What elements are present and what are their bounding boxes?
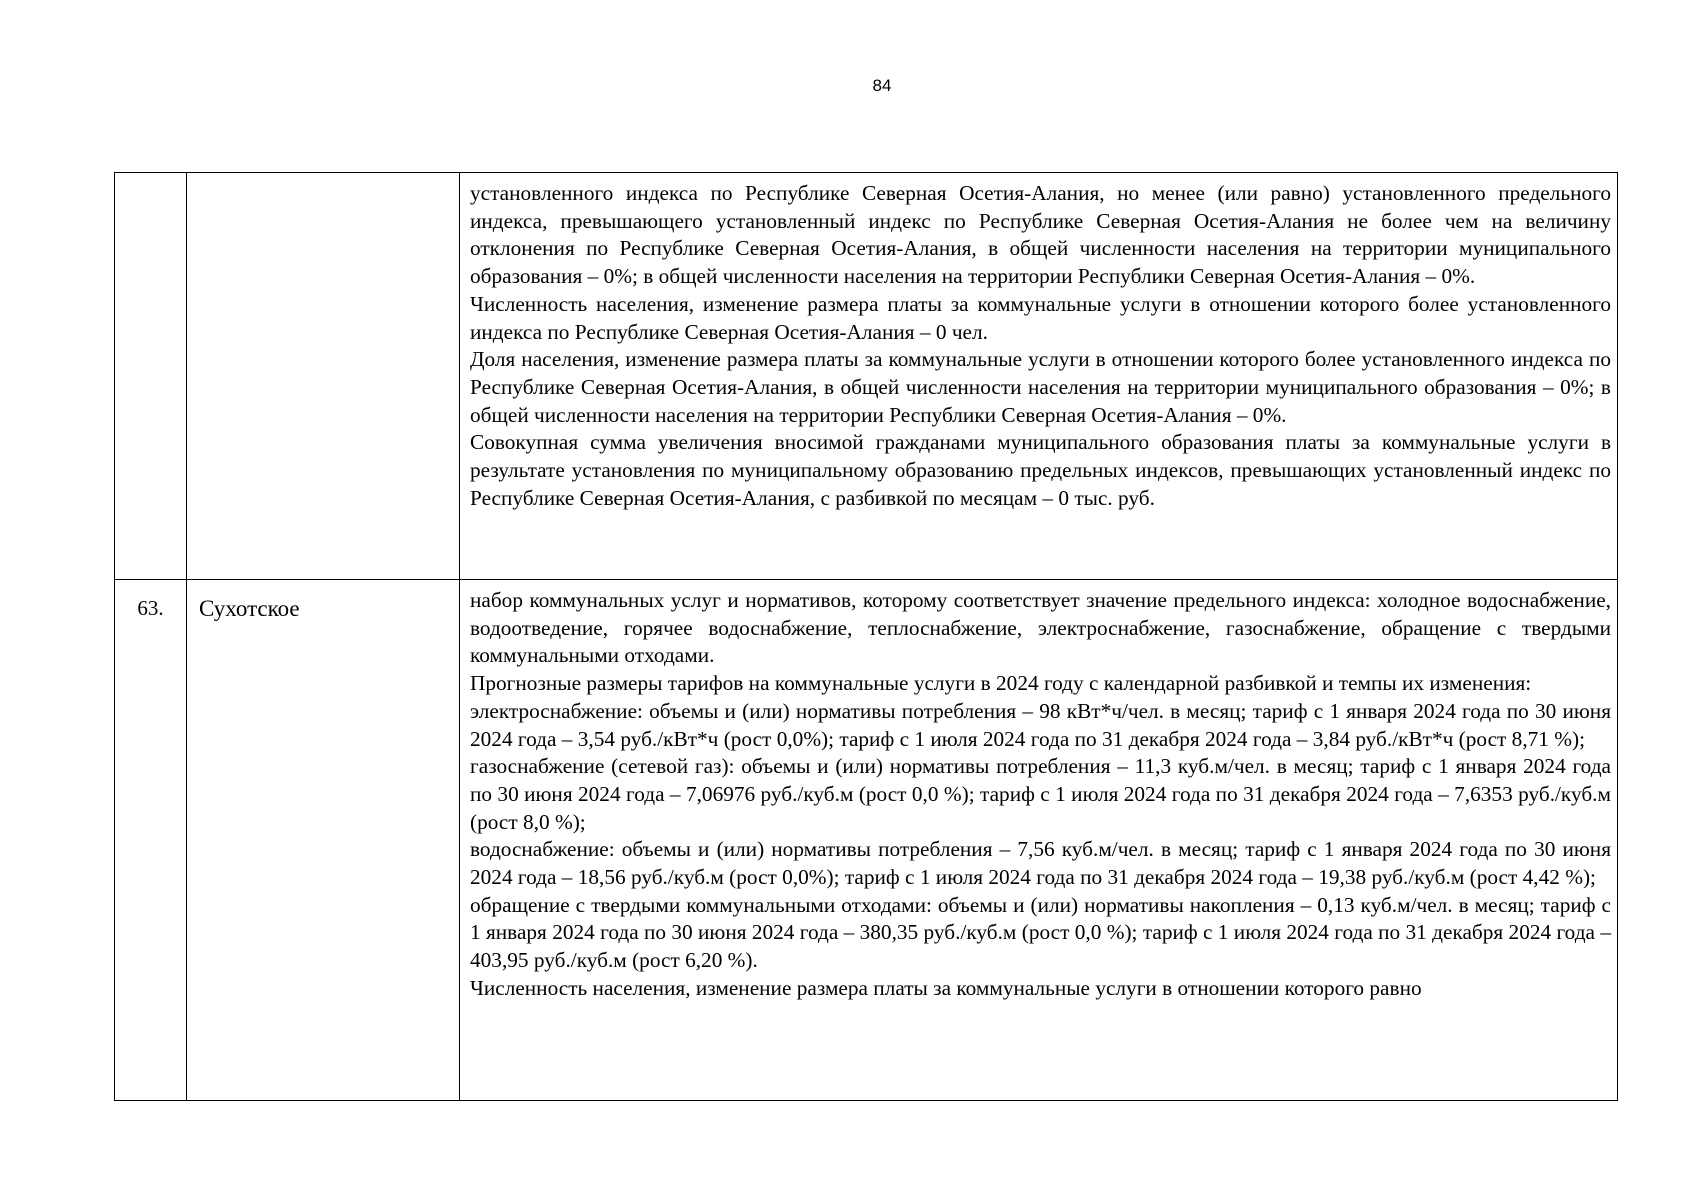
description-cell [460,580,1618,1101]
table-row [115,173,1618,580]
paragraph: электроснабжение: объемы и (или) нормативы потребления – 98 кВт*ч/чел. в месяц; тариф с 1 января 2024 года по 30 июня 2024 года – 3,54 руб./кВт*ч (рост 0,0%); тариф с 1 июля 2024 года по 31 декабря 2024 года – 3,84 руб./кВт*ч (рост 8,71 %); [470,698,1611,751]
paragraph: установленного индекса по Республике Северная Осетия-Алания, но менее (или равно) установленного предельного индекса, превышающего установленный индекс по Республике Северная Осетия-Алания не более чем на величину отклонения по Республике Северная Осетия-Алания, в общей численности населения на территории муниципального образования – 0%; в общей численности населения на территории Республики Северная Осетия-Алания – 0%. [470,181,1611,289]
paragraph: водоснабжение: объемы и (или) нормативы потребления – 7,56 куб.м/чел. в месяц; тариф с 1 января 2024 года по 30 июня 2024 года – 18,56 руб./куб.м (рост 0,0%); тариф с 1 июля 2024 года по 31 декабря 2024 года – 19,38 руб./куб.м (рост 4,42 %); [470,837,1611,890]
page-number: 84 [872,76,892,95]
row-number: 63. [115,580,187,1101]
paragraph: набор коммунальных услуг и нормативов, которому соответствует значение предельного индекса: холодное водоснабжение, водоотведение, горячее водоснабжение, теплоснабжение, электроснабжение, газоснабжение, обращение с твердыми коммунальными отходами. [470,588,1611,668]
document-table [114,172,1618,1101]
description-cell [460,173,1618,580]
paragraph: Доля населения, изменение размера платы за коммунальные услуги в отношении которого более установленного индекса по Республике Северная Осетия-Алания, в общей численности населения на территории муниципального образования – 0%; в общей численности населения на территории Республики Северная Осетия-Алания – 0%. [470,347,1611,427]
table-row [115,580,1618,1101]
row-number [115,173,187,580]
municipality-name: Сухотское [187,580,460,1101]
paragraph: Численность населения, изменение размера платы за коммунальные услуги в отношении которого равно [470,975,1422,1000]
municipality-name [187,173,460,580]
paragraph: Совокупная сумма увеличения вносимой гражданами муниципального образования платы за коммунальные услуги в результате установления по муниципальному образованию предельных индексов, превышающих установленный индекс по Республике Северная Осетия-Алания, с разбивкой по месяцам – 0 тыс. руб. [470,430,1611,510]
paragraph: газоснабжение (сетевой газ): объемы и (или) нормативы потребления – 11,3 куб.м/чел. в месяц; тариф с 1 января 2024 года по 30 июня 2024 года – 7,06976 руб./куб.м (рост 0,0 %); тариф с 1 июля 2024 года по 31 декабря 2024 года – 7,6353 руб./куб.м (рост 8,0 %); [470,754,1611,834]
paragraph: обращение с твердыми коммунальными отходами: объемы и (или) нормативы накопления – 0,13 куб.м/чел. в месяц; тариф с 1 января 2024 года по 30 июня 2024 года – 380,35 руб./куб.м (рост 0,0 %); тариф с 1 июля 2024 года по 31 декабря 2024 года – 403,95 руб./куб.м (рост 6,20 %). [470,892,1611,973]
paragraph: Численность населения, изменение размера платы за коммунальные услуги в отношении которого более установленного индекса по Республике Северная Осетия-Алания – 0 чел. [470,291,1611,344]
paragraph: Прогнозные размеры тарифов на коммунальные услуги в 2024 году с календарной разбивкой и темпы их изменения: [470,671,1532,696]
